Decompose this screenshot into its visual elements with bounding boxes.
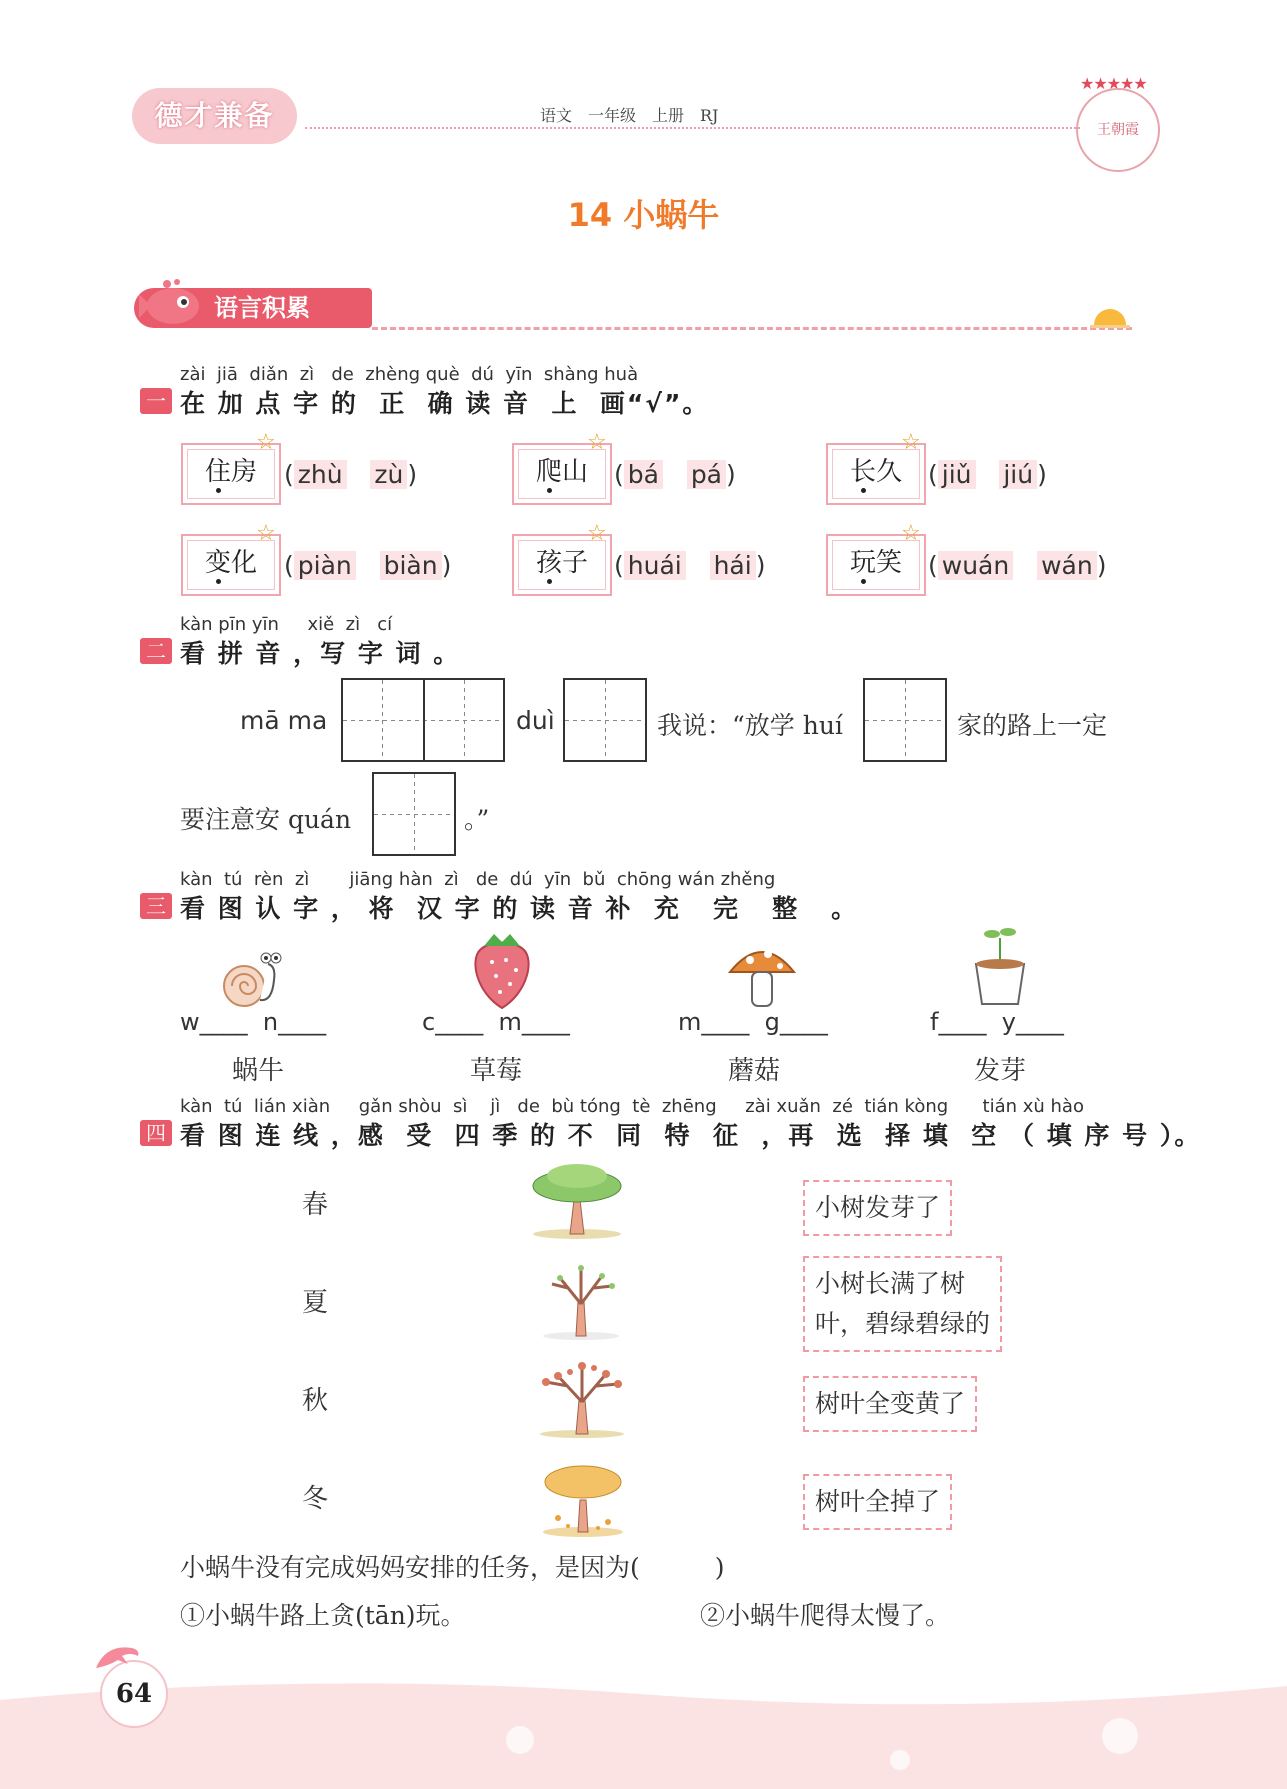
section-banner: 语言积累 (134, 288, 372, 328)
option-1[interactable]: zhù (294, 460, 347, 489)
fish-icon (133, 278, 203, 328)
star-icon: ☆ (901, 521, 921, 546)
q2-number: 二 (140, 638, 172, 664)
footer-wave (0, 1660, 1287, 1789)
word-box: 孩子 (512, 534, 612, 596)
author-seal: 王朝霞 (1076, 88, 1160, 172)
q2-instruction: 看 拼 音 ，写 字 词 。 (180, 639, 461, 668)
word-box: 住房 (181, 443, 281, 505)
option-2[interactable]: biàn (380, 551, 442, 580)
word-box: 玩笑 (826, 534, 926, 596)
option-2[interactable]: jiú (999, 460, 1037, 489)
star-rating-icon: ★★★★★ (1080, 74, 1147, 93)
pinyin-choice: ( zhù zù ) (284, 460, 418, 489)
follow-up-question[interactable]: 小蜗牛没有完成妈妈安排的任务，是因为( ) (180, 1553, 725, 1582)
star-icon: ☆ (256, 521, 276, 546)
pinyin-blanks[interactable]: m____ g____ (678, 1008, 828, 1036)
page-number: 64 (100, 1660, 168, 1728)
autumn-tree-icon[interactable] (538, 1458, 628, 1538)
header-divider (305, 127, 1080, 129)
blossom-tree-icon[interactable] (534, 1354, 630, 1440)
sprout-pot-icon (970, 920, 1030, 1006)
option-1[interactable]: wuán (938, 551, 1013, 580)
word-box: 长久 (826, 443, 926, 505)
option-2[interactable]: hái (710, 551, 756, 580)
season-autumn[interactable]: 秋 (302, 1386, 329, 1416)
option-2[interactable]: pá (687, 460, 726, 489)
pinyin-blanks[interactable]: w____ n____ (180, 1008, 327, 1036)
description-stamp[interactable]: 小树发芽了 (803, 1180, 952, 1236)
bare-sprouting-tree-icon[interactable] (538, 1258, 624, 1342)
brand-logo: 德才兼备 (132, 88, 297, 144)
answer-option-2[interactable]: ②小蜗牛爬得太慢了。 (700, 1601, 951, 1630)
description-stamp[interactable]: 树叶全掉了 (803, 1474, 952, 1530)
option-1[interactable]: jiǔ (938, 460, 976, 489)
star-icon: ☆ (587, 521, 607, 546)
writing-grid[interactable] (563, 678, 647, 762)
dolphin-icon (92, 1640, 142, 1676)
word-box: 变化 (181, 534, 281, 596)
hanzi-word: 蘑菇 (728, 1056, 781, 1086)
pinyin-blanks[interactable]: c____ m____ (422, 1008, 570, 1036)
q3-number: 三 (140, 893, 172, 919)
header-subject-line: 语文 一年级 上册 RJ (540, 106, 719, 125)
season-winter[interactable]: 冬 (302, 1484, 329, 1514)
pinyin-choice: ( bá pá ) (614, 460, 736, 489)
star-icon: ☆ (256, 430, 276, 455)
pinyin-choice: ( jiǔ jiú ) (928, 460, 1047, 489)
q4-instruction: 看 图 连 线 ，感 受 四 季 的 不 同 特 征 ，再 选 择 填 空 （ 填 序 号 ）。 (180, 1121, 1202, 1150)
description-stamp[interactable]: 树叶全变黄了 (803, 1376, 977, 1432)
q3-instruction: 看 图 认 字 ， 将 汉 字 的 读 音 补 充 完 整 。 (180, 894, 859, 923)
star-icon: ☆ (587, 430, 607, 455)
option-1[interactable]: huái (624, 551, 686, 580)
option-2[interactable]: zù (370, 460, 407, 489)
sentence-text: 。” (464, 805, 490, 834)
q2-pinyin: kàn pīn yīn xiě zì cí (180, 614, 393, 635)
pinyin-prompt: mā ma (240, 706, 328, 735)
pinyin-choice: ( wuán wán ) (928, 551, 1107, 580)
word-box: 爬山 (512, 443, 612, 505)
hanzi-word: 草莓 (470, 1056, 523, 1086)
pinyin-choice: ( piàn biàn ) (284, 551, 452, 580)
sentence-text: 要注意安 quán (180, 805, 352, 834)
hanzi-word: 蜗牛 (232, 1056, 285, 1086)
hanzi-word: 发芽 (974, 1056, 1027, 1086)
page-title: 14 小蜗牛 (567, 196, 720, 234)
season-summer[interactable]: 夏 (302, 1288, 329, 1318)
q1-instruction: 在 加 点 字 的 正 确 读 音 上 画“√”。 (180, 389, 710, 418)
mushroom-icon (724, 936, 800, 1012)
star-icon: ☆ (901, 430, 921, 455)
option-1[interactable]: piàn (294, 551, 356, 580)
pinyin-blanks[interactable]: f____ y____ (930, 1008, 1064, 1036)
answer-option-1[interactable]: ①小蜗牛路上贪(tān)玩。 (180, 1601, 466, 1630)
snail-icon (216, 940, 288, 1012)
q4-number: 四 (140, 1120, 172, 1146)
sentence-text: 家的路上一定 (957, 711, 1108, 740)
leafy-tree-icon[interactable] (528, 1160, 626, 1240)
pinyin-choice: ( huái hái ) (614, 551, 766, 580)
q4-pinyin: kàn tú lián xiàn gǎn shòu sì jì de bù tóng tè zhēng zài xuǎn zé tián kòng tián xù hào (180, 1096, 1084, 1117)
strawberry-icon (466, 930, 538, 1012)
writing-grid[interactable] (863, 678, 947, 762)
sunset-icon (1090, 303, 1130, 329)
description-stamp[interactable]: 小树长满了树 叶，碧绿碧绿的 (803, 1256, 1002, 1352)
writing-grid[interactable] (341, 678, 505, 762)
q1-number: 一 (140, 388, 172, 414)
pinyin-prompt: duì (516, 706, 555, 735)
q3-pinyin: kàn tú rèn zì jiāng hàn zì de dú yīn bǔ chōng wán zhěng (180, 869, 776, 890)
season-spring[interactable]: 春 (302, 1190, 329, 1220)
q1-pinyin: zài jiā diǎn zì de zhèng què dú yīn shàng huà (180, 364, 639, 385)
option-1[interactable]: bá (624, 460, 663, 489)
section-divider (372, 327, 1132, 330)
option-2[interactable]: wán (1037, 551, 1097, 580)
sentence-text: 我说：“放学 huí (657, 711, 843, 740)
writing-grid[interactable] (372, 772, 456, 856)
